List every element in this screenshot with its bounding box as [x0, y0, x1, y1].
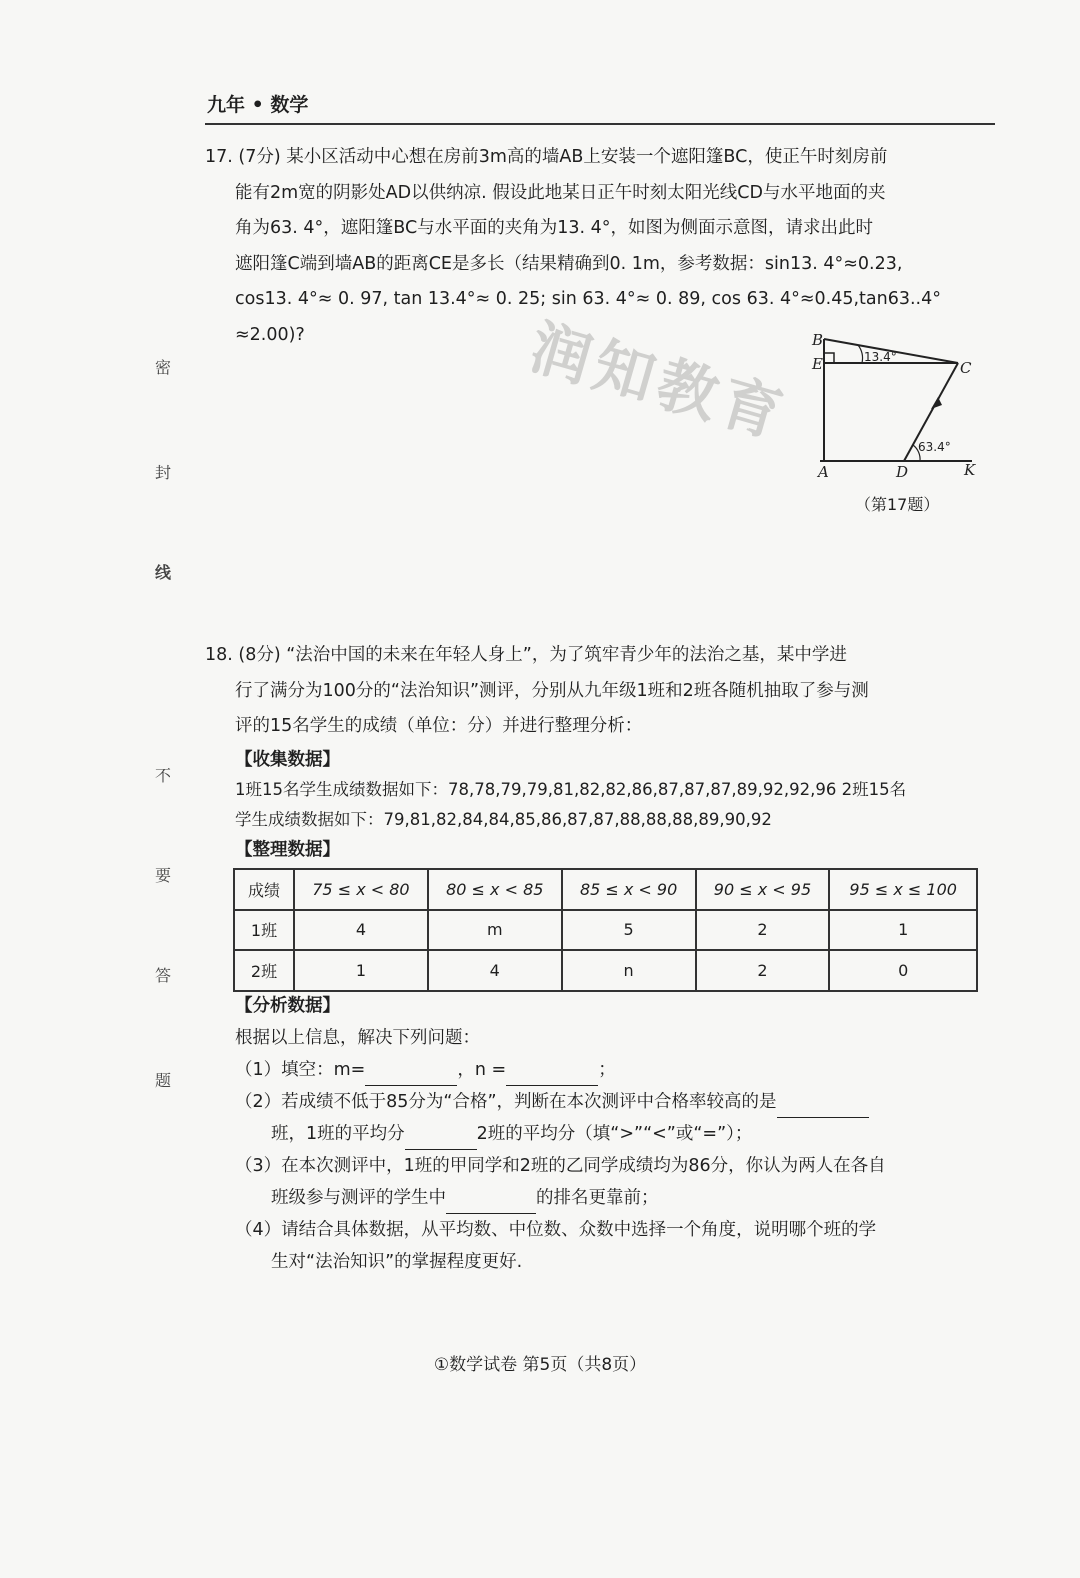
- margin-char-bu: 不: [155, 766, 172, 785]
- organize-data-heading: 【整理数据】: [235, 839, 340, 860]
- label-d: D: [896, 463, 909, 481]
- blank-n[interactable]: [506, 1065, 598, 1086]
- class1-data-line: 1班15名学生成绩数据如下：78,78,79,79,81,82,82,86,87,87,87,89,92,92,96 2班15名: [235, 779, 907, 799]
- sub-question-4-line-1: （4）请结合具体数据，从平均数、中位数、众数中选择一个角度，说明哪个班的学: [235, 1220, 877, 1240]
- question-18: [205, 638, 980, 865]
- sub1-text-c: ；: [598, 1060, 616, 1080]
- blank-compare-average[interactable]: [405, 1129, 477, 1150]
- analyze-data-heading: 【分析数据】: [235, 996, 340, 1016]
- q17-line: ≈2.00)?: [235, 324, 305, 345]
- table-cell: 5: [562, 910, 696, 951]
- figure-17-diagram: [800, 325, 990, 485]
- page-header-title: 九年 • 数学: [207, 94, 309, 116]
- margin-char-mi: 密: [155, 358, 172, 377]
- sub2-text-b: 2班的平均分（填“>”“<”或“=”）；: [476, 1124, 753, 1144]
- sub-question-4-line-2: 生对“法治知识”的掌握程度更好.: [271, 1252, 523, 1272]
- q17-line: 能有2m宽的阴影处AD以供纳凉. 假设此地某日正午时刻太阳光线CD与水平地面的夹: [235, 182, 886, 203]
- header-rule: [205, 123, 995, 125]
- table-cell: 1: [829, 910, 977, 951]
- sub2-text-line1: （2）若成绩不低于85分为“合格”，判断在本次测评中合格率较高的是: [235, 1092, 777, 1112]
- margin-char-da: 答: [155, 966, 172, 985]
- label-a: A: [818, 463, 829, 481]
- margin-char-ti: 题: [155, 1071, 172, 1090]
- class2-data-line: 学生成绩数据如下：79,81,82,84,84,85,86,87,87,88,88,88,89,90,92: [235, 809, 772, 829]
- collect-data-heading: 【收集数据】: [235, 749, 340, 770]
- table-cell: 4: [428, 950, 562, 991]
- sub1-text-b: ，n =: [457, 1060, 507, 1080]
- table-header-cell: 85 ≤ x < 90: [562, 869, 696, 910]
- sub-question-3-line-2: [205, 1182, 980, 1214]
- q17-line: 遮阳篷C端到墙AB的距离CE是多长（结果精确到0. 1m，参考数据：sin13. 4°≈0.23,: [235, 253, 903, 274]
- q17-line: cos13. 4°≈ 0. 97, tan 13.4°≈ 0. 25; sin 63. 4°≈ 0. 89, cos 63. 4°≈0.45,tan63..4°: [235, 289, 941, 309]
- blank-better-ranked-student[interactable]: [446, 1193, 536, 1214]
- label-c: C: [960, 359, 972, 377]
- q18-analysis: [205, 990, 980, 1278]
- table-cell: 1班: [234, 910, 294, 951]
- table-cell: 4: [294, 910, 428, 951]
- label-k: K: [964, 461, 976, 479]
- sub2-text-a: 班，1班的平均分: [271, 1124, 405, 1144]
- margin-char-xian: 线: [155, 563, 172, 582]
- watermark: 润知教育: [522, 312, 796, 453]
- sub-question-2-line-2: [205, 1118, 980, 1150]
- sub3-text-a: 班级参与测评的学生中: [271, 1188, 446, 1208]
- blank-higher-pass-rate-class[interactable]: [777, 1097, 869, 1118]
- q18-prompt: 根据以上信息，解决下列问题：: [235, 1028, 480, 1048]
- ray-arrow-icon: [931, 397, 942, 409]
- angle-label-top: 13.4°: [864, 350, 897, 364]
- q18-intro-line: 评的15名学生的成绩（单位：分）并进行整理分析：: [235, 716, 643, 736]
- score-distribution-table: [233, 868, 978, 992]
- angle-label-bottom: 63.4°: [918, 440, 951, 454]
- table-header-cell: 95 ≤ x ≤ 100: [829, 869, 977, 910]
- sub-question-3-line-1: （3）在本次测评中，1班的甲同学和2班的乙同学成绩均为86分，你认为两人在各自: [235, 1156, 886, 1176]
- margin-char-yao: 要: [155, 866, 172, 885]
- table-header-row: [234, 869, 977, 910]
- sub1-text-a: （1）填空：m=: [235, 1060, 366, 1080]
- table-header-cell: 成绩: [234, 869, 294, 910]
- table-cell: 2: [696, 910, 830, 951]
- table-header-cell: 80 ≤ x < 85: [428, 869, 562, 910]
- q18-intro-line: 18. (8分) “法治中国的未来在年轻人身上”，为了筑牢青少年的法治之基，某中学进: [205, 645, 847, 665]
- table-cell: 2: [696, 950, 830, 991]
- q17-line: 角为63. 4°，遮阳篷BC与水平面的夹角为13. 4°，如图为侧面示意图，请求出此时: [235, 218, 873, 238]
- angle-arc-top: [858, 345, 863, 363]
- table-cell: 0: [829, 950, 977, 991]
- table-row: [234, 910, 977, 951]
- q18-intro-line: 行了满分为100分的“法治知识”测评，分别从九年级1班和2班各随机抽取了参与测: [235, 680, 869, 701]
- blank-m[interactable]: [365, 1065, 457, 1086]
- label-e: E: [812, 355, 823, 373]
- table-header-cell: 75 ≤ x < 80: [294, 869, 428, 910]
- sub-question-1: [205, 1054, 980, 1086]
- table-row: [234, 950, 977, 991]
- table-cell: 1: [294, 950, 428, 991]
- q17-line: 17. (7分) 某小区活动中心想在房前3m高的墙AB上安装一个遮阳篷BC，使正午时刻房前: [205, 147, 888, 167]
- table-cell: m: [428, 910, 562, 951]
- label-b: B: [812, 331, 824, 349]
- sub-question-2-line-1: [205, 1086, 980, 1118]
- table-header-cell: 90 ≤ x < 95: [696, 869, 830, 910]
- table-cell: 2班: [234, 950, 294, 991]
- margin-char-feng: 封: [155, 463, 172, 482]
- sub3-text-b: 的排名更靠前；: [536, 1188, 659, 1208]
- table-cell: n: [562, 950, 696, 991]
- figure-17-caption: （第17题）: [855, 495, 940, 514]
- page-footer: ①数学试卷 第5页（共8页）: [433, 1355, 647, 1375]
- right-angle-mark: [824, 353, 834, 363]
